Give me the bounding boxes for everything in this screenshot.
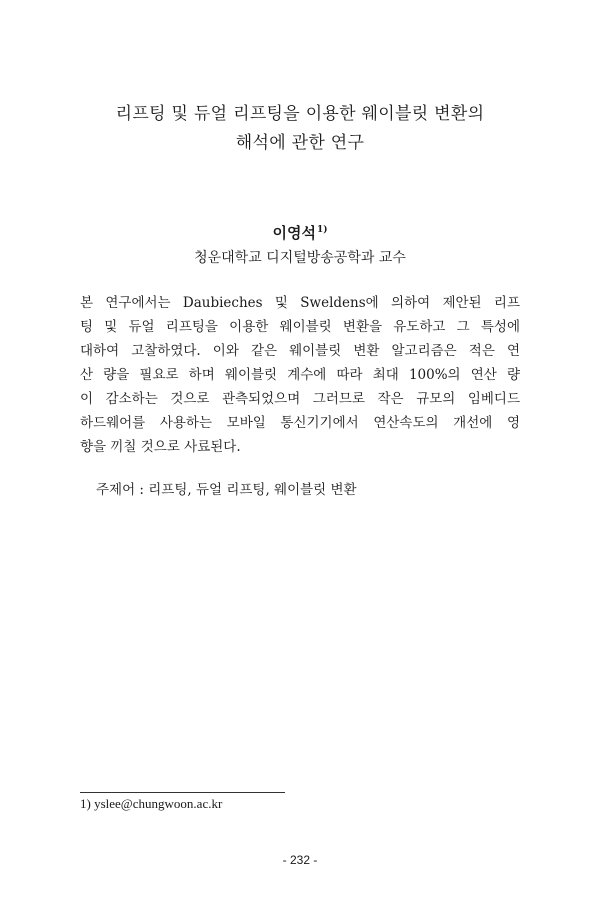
abstract-line: 본 연구에서는 Daubieches 및 Sweldens에 의하여 제안된 리프 <box>80 295 520 311</box>
abstract-line: 팅 및 듀얼 리프팅을 이용한 웨이블릿 변환을 유도하고 그 특성에 <box>80 319 520 335</box>
paper-title-line-2: 해석에 관한 연구 <box>235 133 365 153</box>
abstract-line: 이 감소하는 것으로 관측되었으며 그러므로 작은 규모의 임베디드 <box>80 391 520 407</box>
abstract-line: 대하여 고찰하였다. 이와 같은 웨이블릿 변환 알고리즘은 적은 연 <box>80 343 520 359</box>
keywords: 주제어 : 리프팅, 듀얼 리프팅, 웨이블릿 변환 <box>96 482 357 498</box>
author-affiliation: 청운대학교 디지털방송공학과 교수 <box>194 250 406 266</box>
footnote-divider <box>80 792 285 793</box>
abstract-line: 향을 끼칠 것으로 사료된다. <box>80 439 241 455</box>
footnote: 1) yslee@chungwoon.ac.kr <box>80 796 223 811</box>
paper-title-line-1: 리프팅 및 듀얼 리프팅을 이용한 웨이블릿 변환의 <box>115 104 485 124</box>
page-number: - 232 - <box>282 853 318 867</box>
author-name: 이영석 <box>272 224 316 242</box>
abstract-line: 산 량을 필요로 하며 웨이블릿 계수에 따라 최대 100%의 연산 량 <box>80 367 520 383</box>
author-block <box>0 222 600 243</box>
author-footnote-mark: 1) <box>316 225 328 235</box>
abstract-line: 하드웨어를 사용하는 모바일 통신기기에서 연산속도의 개선에 영 <box>80 415 520 431</box>
abstract <box>80 291 520 459</box>
